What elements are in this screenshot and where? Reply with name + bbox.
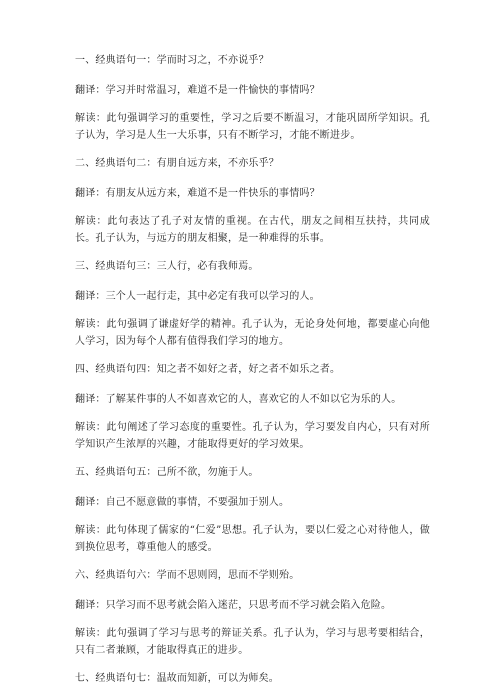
document-page [75, 52, 430, 700]
section-heading-4: 四、经典语句四：知之者不如好之者，好之者不如乐之者。 [75, 364, 341, 375]
section-heading-6: 六、经典语句六：学而不思则罔，思而不学则殆。 [75, 570, 300, 581]
translation-2: 翻译：有朋友从远方来，难道不是一件快乐的事情吗？ [75, 188, 320, 199]
section-heading-2: 二、经典语句二：有朋自远方来，不亦乐乎？ [75, 158, 279, 169]
explanation-1: 解读：此句强调学习的重要性，学习之后要不断温习，才能巩固所学知识。孔子认为，学习是人生一大乐事，只有不断学习，才能不断进步。 [75, 113, 430, 141]
explanation-3: 解读：此句强调了谦虚好学的精神。孔子认为，无论身处何地，都要虚心向他人学习，因为每个人都有值得我们学习的地方。 [75, 319, 430, 347]
explanation-6: 解读：此句强调了学习与思考的辩证关系。孔子认为，学习与思考要相结合，只有二者兼顾，才能取得真正的进步。 [75, 628, 430, 656]
section-heading-1: 一、经典语句一：学而时习之，不亦说乎？ [75, 55, 269, 66]
translation-4: 翻译：了解某件事的人不如喜欢它的人，喜欢它的人不如以它为乐的人。 [75, 394, 402, 405]
explanation-4: 解读：此句阐述了学习态度的重要性。孔子认为，学习要发自内心，只有对所学知识产生浓厚的兴趣，才能取得更好的学习效果。 [75, 422, 430, 450]
section-heading-7: 七、经典语句七：温故而知新，可以为师矣。 [75, 673, 279, 684]
explanation-2: 解读：此句表达了孔子对友情的重视。在古代，朋友之间相互扶持，共同成长。孔子认为，与远方的朋友相聚，是一种难得的乐事。 [75, 216, 430, 244]
section-heading-5: 五、经典语句五：己所不欲，勿施于人。 [75, 467, 259, 478]
translation-1: 翻译：学习并时常温习，难道不是一件愉快的事情吗？ [75, 85, 320, 96]
explanation-5: 解读：此句体现了儒家的“仁爱”思想。孔子认为，要以仁爱之心对待他人，做到换位思考，尊重他人的感受。 [75, 525, 430, 553]
translation-3: 翻译：三个人一起行走，其中必定有我可以学习的人。 [75, 291, 320, 302]
section-heading-3: 三、经典语句三：三人行，必有我师焉。 [75, 261, 259, 272]
translation-5: 翻译：自己不愿意做的事情，不要强加于别人。 [75, 497, 290, 508]
translation-6: 翻译：只学习而不思考就会陷入迷茫，只思考而不学习就会陷入危险。 [75, 600, 392, 611]
